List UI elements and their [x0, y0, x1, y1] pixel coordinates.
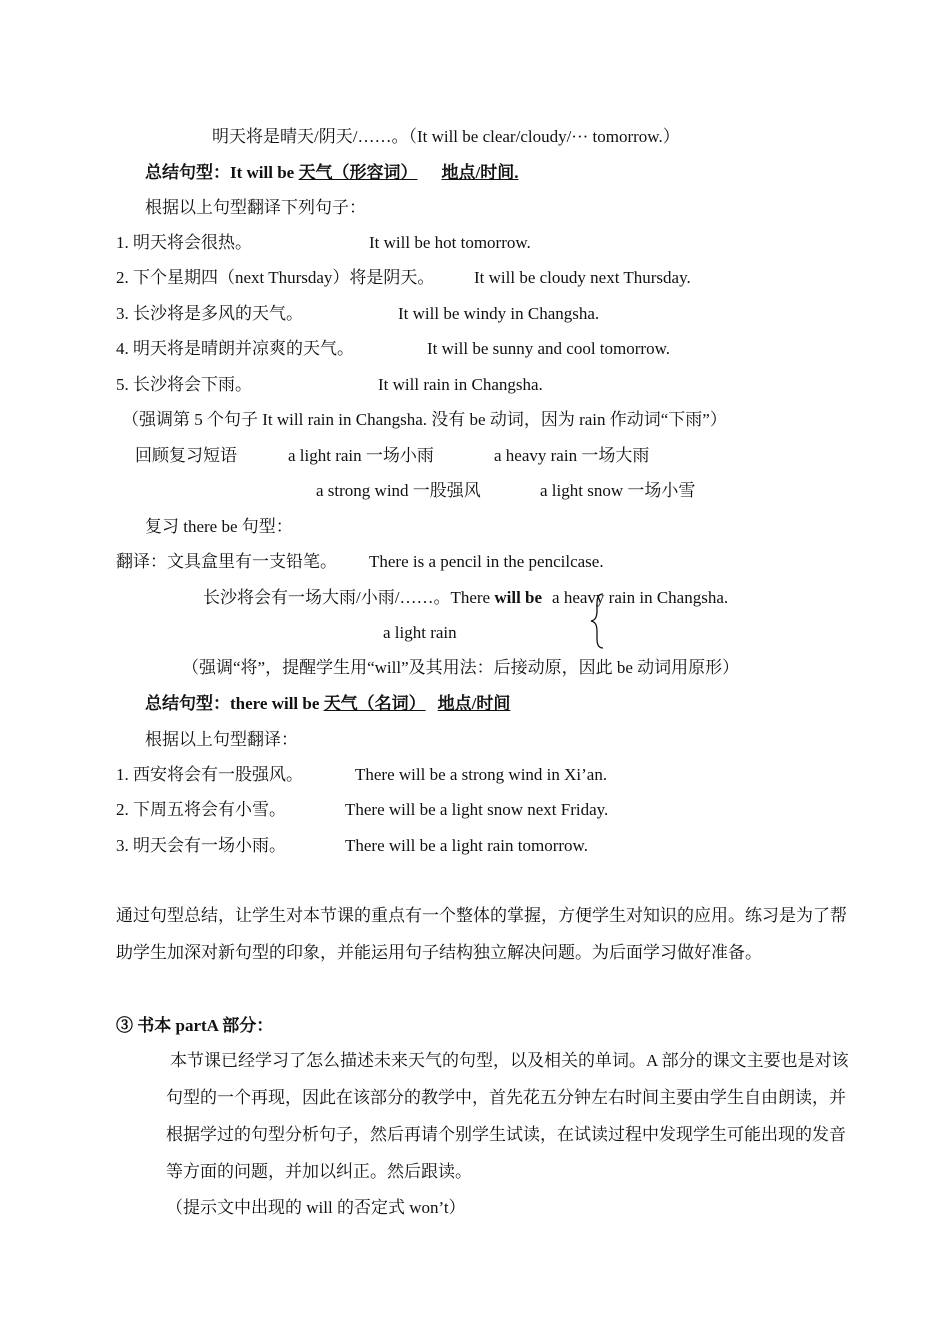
- exercise-2-en: It will be cloudy next Thursday.: [474, 268, 691, 287]
- changsha-will-be: will be: [494, 588, 543, 607]
- exercise-2-3-cn: 3. 明天会有一场小雨。: [116, 836, 286, 855]
- exercise-3-en: It will be windy in Changsha.: [398, 304, 600, 323]
- emphasis-note-1: （强调第 5 个句子 It will rain in Changsha. 没有 be 动词，因为 rain 作动词“下雨”）: [122, 410, 727, 429]
- summary-pattern-2: [145, 693, 510, 715]
- exercise-2-cn: 2. 下个星期四（next Thursday）将是阴天。: [116, 268, 435, 287]
- exercise-4-en: It will be sunny and cool tomorrow.: [427, 339, 670, 358]
- exercise-2-2-en: There will be a light snow next Friday.: [345, 800, 609, 819]
- summary-label: 总结句型：: [145, 694, 230, 713]
- section-3-heading: ③ 书本 partA 部分：: [116, 1016, 274, 1035]
- exercise-2-1-en: There will be a strong wind in Xi’an.: [355, 765, 608, 784]
- exercise-5-en: It will rain in Changsha.: [378, 375, 543, 394]
- translate-prompt-1: 根据以上句型翻译下列句子：: [145, 198, 366, 217]
- phrase-light-snow: a light snow 一场小雪: [540, 481, 696, 500]
- light-rain-alternative: a light rain: [383, 623, 457, 642]
- summary-part-weather: 天气（名词）: [323, 694, 426, 713]
- exercise-2-1-cn: 1. 西安将会有一股强风。: [116, 765, 303, 784]
- exercise-5-cn: 5. 长沙将会下雨。: [116, 375, 252, 394]
- exercise-1-cn: 1. 明天将会很热。: [116, 233, 252, 252]
- phrase-light-rain: a light rain 一场小雨: [288, 446, 434, 465]
- summary-label: 总结句型：: [145, 163, 230, 182]
- summary-part-place: 地点/时间.: [441, 163, 519, 182]
- hint-line: （提示文中出现的 will 的否定式 won’t）: [166, 1198, 466, 1217]
- translate-line-en: There is a pencil in the pencilcase.: [369, 552, 604, 571]
- changsha-sentence: [203, 587, 728, 609]
- intro-line: 明天将是晴天/阴天/……。（It will be clear/cloudy/··· tomorrow.）: [212, 127, 680, 146]
- section-3-paragraph: 本节课已经学习了怎么描述未来天气的句型，以及相关的单词。A 部分的课文主要也是对该句型的一个再现，因此在该部分的教学中，首先花五分钟左右时间主要由学生自由朗读，并根据学过的句型分析句子，然后再请个别学生试读，在试读过程中发现学生可能出现的发音等方面的问题，并加以纠正。然后跟读。: [166, 1051, 849, 1181]
- exercise-2-2-cn: 2. 下周五将会有小雪。: [116, 800, 286, 819]
- summary-pattern-1: [145, 162, 518, 184]
- summary-part-weather: 天气（形容词）: [298, 163, 418, 182]
- exercise-1-en: It will be hot tomorrow.: [369, 233, 531, 252]
- summary-pattern: It will be: [230, 163, 299, 182]
- phrase-heavy-rain: a heavy rain 一场大雨: [494, 446, 650, 465]
- exercise-2-3-en: There will be a light rain tomorrow.: [345, 836, 588, 855]
- review-there-be: 复习 there be 句型：: [145, 517, 293, 536]
- summary-paragraph: 通过句型总结，让学生对本节课的重点有一个整体的掌握，方便学生对知识的应用。练习是为了帮助学生加深对新句型的印象，并能运用句子结构独立解决问题。为后面学习做好准备。: [116, 906, 847, 962]
- phrase-strong-wind: a strong wind 一股强风: [316, 481, 481, 500]
- curly-brace-icon: [588, 592, 608, 650]
- translate-line-cn: 翻译：文具盒里有一支铅笔。: [116, 552, 337, 571]
- exercise-4-cn: 4. 明天将是晴朗并凉爽的天气。: [116, 339, 354, 358]
- changsha-sentence-rest: a heavy rain in Changsha.: [552, 588, 729, 607]
- summary-pattern: there will be: [230, 694, 324, 713]
- emphasis-note-2: （强调“将”，提醒学生用“will”及其用法：后接动原，因此 be 动词用原形）: [182, 658, 740, 677]
- translate-prompt-2: 根据以上句型翻译：: [145, 730, 298, 749]
- review-phrases-label: 回顾复习短语: [135, 446, 237, 465]
- changsha-sentence-cn: 长沙将会有一场大雨/小雨/……。There: [203, 588, 495, 607]
- exercise-3-cn: 3. 长沙将是多风的天气。: [116, 304, 303, 323]
- summary-part-place: 地点/时间: [437, 694, 511, 713]
